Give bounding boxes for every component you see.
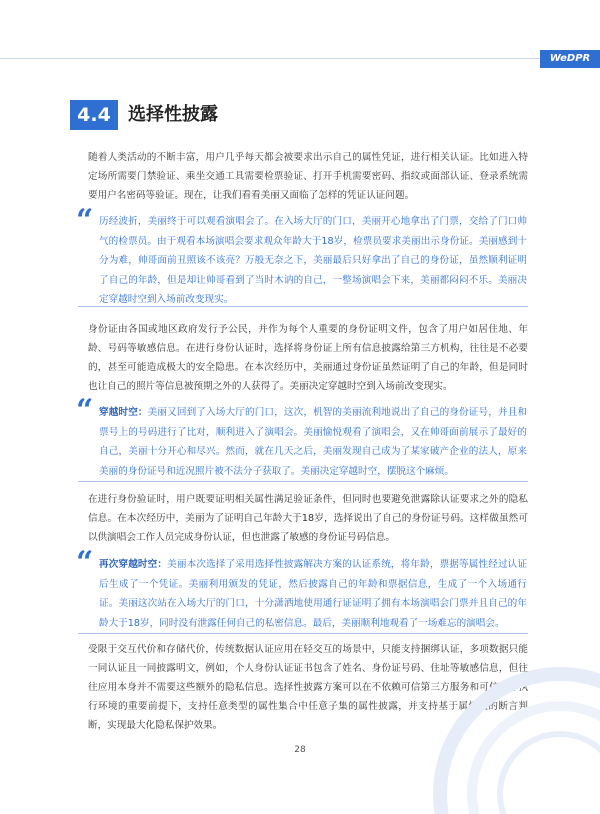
quote-mark-icon: “	[76, 203, 94, 238]
quote-2	[99, 403, 527, 481]
quote-3-divider	[78, 633, 528, 634]
section-title: 选择性披露	[128, 104, 218, 125]
page-number: 28	[294, 745, 306, 755]
paragraph-3: 在进行身份验证时，用户既要证明相关属性满足验证条件，但同时也要避免泄露除认证要求之外的隐私信息。在本次经历中，美丽为了证明自己年龄大于18岁，选择说出了自己的身份证号码。这样做虽然可以供演唱会工作人员完成身份认证，但也泄露了敏感的身份证号码信息。	[88, 494, 528, 543]
section-number: 4.4	[70, 100, 118, 130]
quote-1-divider	[78, 306, 528, 307]
quote-3	[99, 555, 527, 633]
paragraph-4: 受限于交互代价和存储代价，传统数据认证应用在轻交互的场景中，只能支持捆绑认证，多项数据只能一同认证且一同披露明文，例如，个人身份认证证书包含了姓名、身份证号码、住址等敏感信息，但往往应用本身并不需要这些额外的隐私信息。选择性披露方案可以在不依赖可信第三方服务和可信硬件执行环境的重要前提下，支持任意类型的属性集合中任意子集的属性披露，并支持基于属性值的断言判断，实现最大化隐私保护效果。	[88, 644, 528, 731]
header-rule	[0, 58, 540, 59]
quote-2-lead: 穿越时空：	[99, 407, 148, 418]
quote-mark-icon: “	[76, 545, 94, 580]
wedpr-logo: WeDPR	[540, 50, 600, 68]
quote-2-divider	[78, 481, 528, 482]
decorative-circles-icon	[410, 644, 600, 814]
quote-mark-icon: “	[76, 393, 94, 428]
quote-1	[99, 212, 527, 310]
quote-2-text: 美丽又回到了入场大厅的门口，这次，机智的美丽流利地说出了自己的身份证号，并且和票号上的号码进行了比对，顺利进入了演唱会。美丽愉悦观看了演唱会，又在帅哥面前展示了最好的自己，美丽十分开心和尽兴。然而，就在几天之后，美丽发现自己成为了某家破产企业的法人，原来美丽的身份证号和近况照片被不法分子获取了。美丽决定穿越时空，摆脱这个麻烦。	[99, 407, 528, 477]
quote-3-lead: 再次穿越时空：	[99, 559, 168, 570]
paragraph-2: 身份证由各国或地区政府发行予公民，并作为每个人重要的身份证明文件，包含了用户如居住地、年龄、号码等敏感信息。在进行身份认证时，选择将身份证上所有信息披露给第三方机构，往往是不必要的，甚至可能造成极大的安全隐患。在本次经历中，美丽通过身份证虽然证明了自己的年龄，但是同时也让自己的照片等信息被预期之外的人获得了。美丽决定穿越时空到入场前改变现实。	[88, 324, 528, 392]
quote-1-text: 历经波折，美丽终于可以观看演唱会了。在入场大厅的门口，美丽开心地拿出了门票，交给了门口帅气的检票员。由于观看本场演唱会要求观众年龄大于18岁，检票员要求美丽出示身份证。美丽感到十分为难，帅哥面前丑照该不该亮？万般无奈之下，美丽最后只好拿出了自己的身份证，虽然顺利证明了自己的年龄，但是却让帅哥看到了当时木讷的自己，一整场演唱会下来，美丽都闷闷不乐。美丽决定穿越时空到入场前改变现实。	[99, 216, 527, 305]
quote-3-text: 美丽本次选择了采用选择性披露解决方案的认证系统，将年龄，票据等属性经过认证后生成了一个凭证。美丽利用颁发的凭证，然后披露自己的年龄和票据信息，生成了一个入场通行证。美丽这次站在入场大厅的门口，十分潇洒地使用通行证证明了拥有本场演唱会门票并且自己的年龄大于18岁，同时没有泄露任何自己的私密信息。最后，美丽顺利地观看了一场难忘的演唱会。	[99, 559, 528, 629]
paragraph-1: 随着人类活动的不断丰富，用户几乎每天都会被要求出示自己的属性凭证，进行相关认证。比如进入特定场所需要门禁验证、乘坐交通工具需要检票验证、打开手机需要密码、指纹或面部认证、登录系统需要用户名密码等验证。现在，让我们看看美丽又面临了怎样的凭证认证问题。	[88, 152, 528, 201]
